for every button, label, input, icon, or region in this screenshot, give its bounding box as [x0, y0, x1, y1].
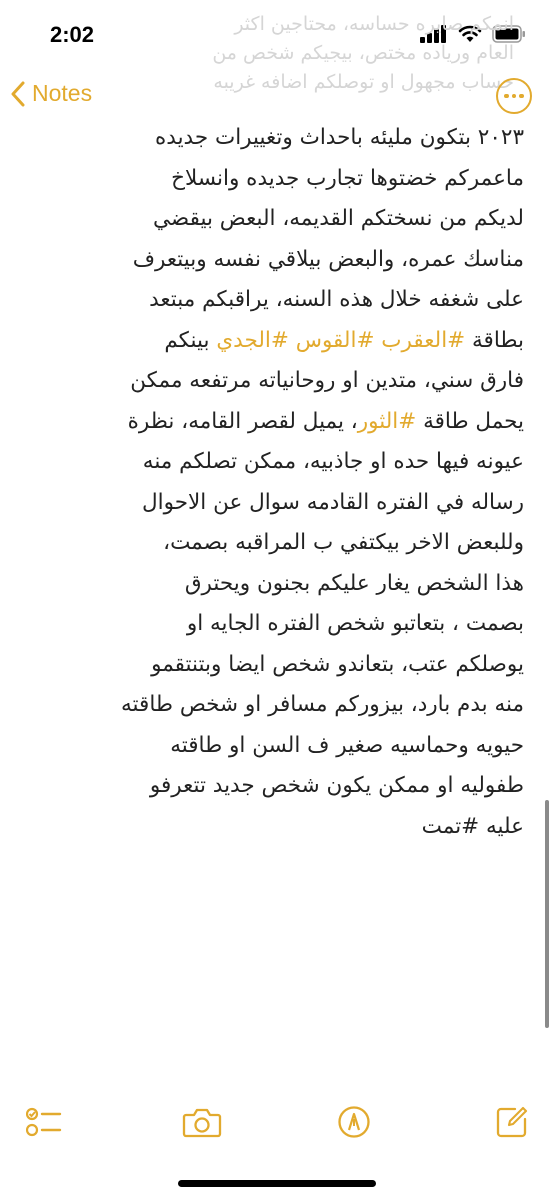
back-button[interactable] [10, 80, 92, 107]
hashtag-link[interactable]: #العقرب #القوس #الجدي [216, 327, 466, 353]
note-line [24, 240, 524, 281]
compose-button[interactable] [490, 1100, 534, 1144]
note-text: ، يميل لقصر القامه، نظرة [127, 408, 358, 434]
note-text: هذا الشخص يغار عليكم بجنون ويحترق [184, 570, 524, 596]
more-options-button[interactable] [496, 78, 532, 114]
note-text: حيويه وحماسيه صغير ف السن او طاقته [170, 732, 524, 758]
note-text: مناسك عمره، والبعض بيلاقي نفسه وبيتعرف [132, 246, 524, 272]
ellipsis-dot [519, 94, 524, 99]
note-text: فارق سني، متدين او روحانياته مرتفعه ممكن [130, 368, 524, 393]
note-line [24, 604, 524, 645]
note-line [24, 321, 524, 362]
background-line: انمكم صايره حساسه، محتاجين اكثر [234, 13, 514, 35]
compose-icon [495, 1105, 529, 1139]
background-line: حساب مجهول او توصلكم اضافه غريبه [213, 71, 514, 93]
note-text: منه بدم بارد، بيزوركم مسافر او شخص طاقته [121, 692, 524, 717]
note-line [24, 402, 524, 443]
chevron-left-icon [10, 81, 26, 107]
ellipsis-dot [512, 94, 517, 99]
note-line [24, 523, 524, 564]
note-text: يوصلكم عتب، بتعاندو شخص ايضا وبتنتقمو [151, 651, 524, 677]
note-line [24, 726, 524, 767]
note-line [24, 199, 524, 240]
note-text: طفوليه او ممكن يكون شخص جديد تتعرفو [149, 773, 524, 798]
note-line [24, 280, 524, 321]
note-text: لديكم من نسختكم القديمه، البعض بيقضي [153, 206, 524, 231]
home-indicator[interactable] [178, 1180, 376, 1187]
ellipsis-dot [504, 94, 509, 99]
note-body[interactable] [24, 118, 524, 847]
hashtag-link[interactable]: #الثور [357, 408, 417, 434]
note-line [24, 442, 524, 483]
camera-icon [182, 1106, 222, 1138]
note-line [24, 766, 524, 807]
note-text: عيونه فيها حده او جاذبيه، ممكن تصلكم منه [142, 449, 524, 474]
bottom-toolbar [0, 1100, 554, 1144]
note-text: رساله في الفتره القادمه سوال عن الاحوال [142, 489, 524, 515]
note-line [24, 564, 524, 605]
markup-button[interactable] [332, 1100, 376, 1144]
checklist-button[interactable] [22, 1100, 66, 1144]
note-text: على شغفه خلال هذه السنه، يراقبكم مبتعد [149, 287, 524, 312]
camera-button[interactable] [180, 1100, 224, 1144]
note-text: يحمل طاقة [416, 408, 524, 434]
note-line [24, 645, 524, 686]
note-text: ماعمركم خضتوها تجارب جديده وانسلاخ [171, 165, 524, 191]
back-button-label: Notes [32, 80, 93, 106]
note-text: وللبعض الاخر بيكتفي ب المراقبه بصمت، [163, 530, 524, 555]
note-line [24, 685, 524, 726]
status-time: 2:02 [50, 22, 95, 47]
note-line [24, 483, 524, 524]
navigation-bar [0, 78, 554, 120]
markup-icon [337, 1105, 371, 1139]
note-text: بطاقة [465, 327, 524, 353]
note-line [24, 807, 524, 848]
note-text: عليه #تمت [421, 813, 524, 839]
note-text: بصمت ، بتعاتبو شخص الفتره الجايه او [186, 611, 524, 636]
scroll-indicator[interactable] [545, 800, 549, 1028]
background-line: العام ورياده مختص، بيجيكم شخص من [212, 42, 514, 64]
note-text: بينكم [164, 327, 217, 353]
note-line [24, 159, 524, 200]
note-text: ٢٠٢٣ بتكون مليئه باحداث وتغييرات جديده [155, 125, 524, 150]
note-line [24, 361, 524, 402]
note-line [24, 118, 524, 159]
checklist-icon [26, 1106, 62, 1138]
